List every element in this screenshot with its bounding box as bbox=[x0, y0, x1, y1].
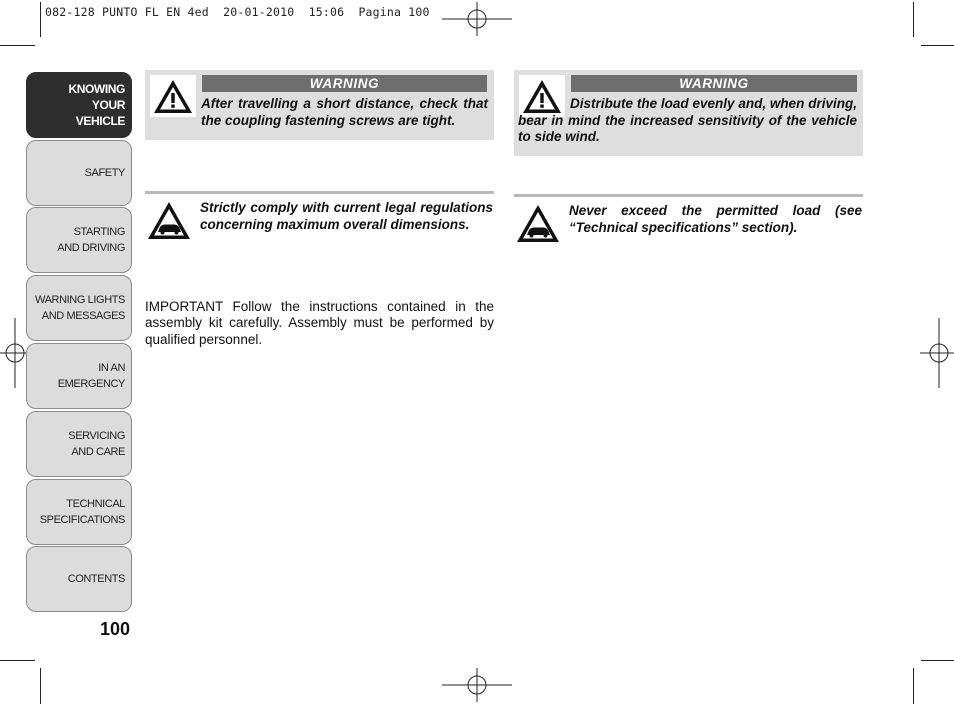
crop-mark bbox=[913, 2, 914, 37]
note-text: Strictly comply with current legal regulations concerning maximum overall dimensions. bbox=[200, 200, 493, 232]
crop-mark bbox=[0, 45, 35, 46]
registration-mark-icon bbox=[920, 318, 954, 388]
note-text: Never exceed the permitted load (see “Technical specifications” section). bbox=[569, 203, 862, 235]
tab-safety[interactable]: SAFETY bbox=[26, 140, 132, 206]
crop-mark bbox=[40, 2, 41, 37]
crop-mark bbox=[921, 660, 954, 661]
page-number: 100 bbox=[99, 619, 130, 639]
tab-technical-specifications[interactable]: TECHNICAL SPECIFICATIONS bbox=[26, 479, 132, 545]
divider-rule bbox=[145, 191, 494, 194]
car-warning-icon bbox=[146, 199, 192, 241]
print-header: 082-128 PUNTO FL EN 4ed 20-01-2010 15:06 Pagina 100 bbox=[45, 5, 430, 19]
important-paragraph: IMPORTANT Follow the instructions contained in the assembly kit carefully. Assembly must be performed by qualified personnel. bbox=[145, 299, 494, 347]
registration-mark-icon bbox=[442, 668, 512, 702]
crop-mark bbox=[0, 660, 35, 661]
crop-mark bbox=[40, 668, 41, 704]
warning-title: WARNING bbox=[202, 75, 487, 92]
tab-warning-lights[interactable]: WARNING LIGHTS AND MESSAGES bbox=[26, 275, 132, 341]
warning-text: Distribute the load evenly and, when driving, bear in mind the increased sensitivity of the vehicle to side wind. bbox=[518, 96, 857, 144]
warning-text: After travelling a short distance, check that the coupling fastening screws are tight. bbox=[201, 96, 488, 128]
registration-mark-icon bbox=[442, 2, 512, 36]
warning-title: WARNING bbox=[571, 75, 857, 92]
tab-contents[interactable]: CONTENTS bbox=[26, 546, 132, 612]
crop-mark bbox=[921, 45, 954, 46]
tab-knowing-your-vehicle[interactable]: KNOWING YOUR VEHICLE bbox=[26, 72, 132, 138]
warning-exclamation-icon bbox=[150, 75, 196, 117]
crop-mark bbox=[913, 668, 914, 704]
divider-rule bbox=[514, 194, 863, 197]
car-warning-icon bbox=[515, 202, 561, 244]
tab-servicing-and-care[interactable]: SERVICING AND CARE bbox=[26, 411, 132, 477]
tab-starting-and-driving[interactable]: STARTING AND DRIVING bbox=[26, 207, 132, 273]
tab-in-an-emergency[interactable]: IN AN EMERGENCY bbox=[26, 343, 132, 409]
